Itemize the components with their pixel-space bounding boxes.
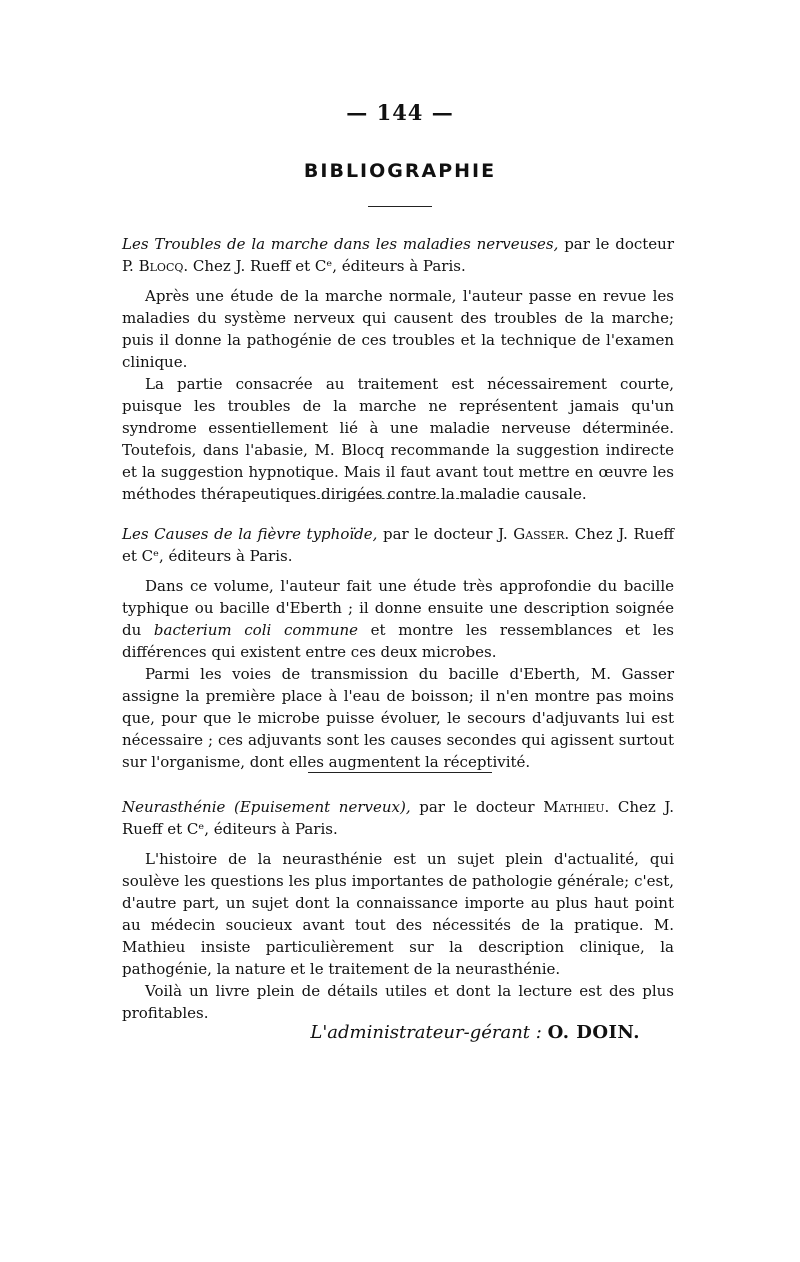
review-paragraph: Après une étude de la marche normale, l'auteur passe en revue les maladies du système nerveux qui causent des troubles de la marche; puis il donne la pathogénie de ces troubles et la technique de l'examen clinique. <box>122 287 674 371</box>
author-name: Mathieu <box>543 798 605 816</box>
signature-name: O. DOIN. <box>547 1022 640 1043</box>
review-entry-2 <box>122 523 674 773</box>
section-divider <box>308 772 492 773</box>
publisher: . Chez J. Rueff et Cᵉ, éditeurs à Paris. <box>183 257 466 275</box>
author-name: Gasser <box>513 525 565 543</box>
reference-line <box>122 233 674 277</box>
review-paragraph: Voilà un livre plein de détails utiles et dont la lecture est des plus profitables. <box>122 982 674 1022</box>
paragraph-text: et montre les ressemblances et les différences qui existent entre ces deux microbes. <box>122 621 674 661</box>
author-prefix: par le docteur <box>410 798 544 816</box>
reference-line <box>122 523 674 567</box>
review-paragraph: La partie consacrée au traitement est nécessairement courte, puisque les troubles de la marche ne représentent jamais qu'un syndrome essentiellement lié à une maladie nerveuse déterminée. Toutefois, dans l'abasie, M. Blocq recommande la suggestion indirecte et la suggestion hypnotique. Mais il faut avant tout mettre en œuvre les méthodes thérapeutiques dirigées contre la maladie causale. <box>122 375 674 503</box>
review-paragraph <box>122 575 674 663</box>
reference-line <box>122 796 674 840</box>
paragraph-text: Dans ce volume, l'auteur fait une étude très approfondie du bacille typhique ou bacille d'Eberth ; il donne ensuite une description soignée du <box>122 577 674 639</box>
title-divider <box>368 206 432 207</box>
review-paragraph: L'histoire de la neurasthénie est un sujet plein d'actualité, qui soulève les questions les plus importantes de pathologie générale; c'est, d'autre part, un sujet dont la connaissance importe au plus haut point au médecin soucieux avant tout des nécessités de la pratique. M. Mathieu insiste particulièrement sur la description clinique, la pathogénie, la nature et le traitement de la neurasthénie. <box>122 850 674 978</box>
author-prefix: par le docteur J. <box>377 525 514 543</box>
review-entry-3 <box>122 796 674 1024</box>
book-title: Neurasthénie (Epuisement nerveux), <box>122 798 411 816</box>
signature <box>0 1022 640 1043</box>
publisher: . Chez J. Rueff et Cᵉ, éditeurs à Paris. <box>122 798 675 838</box>
author-prefix: par le docteur P. <box>122 235 675 275</box>
page-number: — 144 — <box>346 100 454 125</box>
review-paragraph: Parmi les voies de transmission du bacille d'Eberth, M. Gasser assigne la première place à l'eau de boisson; il n'en montre pas moins que, pour que le microbe puisse évoluer, le secours d'adjuvants lui est nécessaire ; ces adjuvants sont les causes secondes qui agissent surtout sur l'organisme, dont elles augmentent la réceptivité. <box>122 665 674 771</box>
book-title: Les Troubles de la marche dans les maladies nerveuses, <box>122 235 559 253</box>
review-entry-1 <box>122 233 674 505</box>
signature-label: L'administrateur-gérant : <box>310 1022 542 1043</box>
publisher: . Chez J. Rueff et Cᵉ, éditeurs à Paris. <box>122 525 674 565</box>
author-name: Blocq <box>138 257 184 275</box>
book-title: Les Causes de la fièvre typhoïde, <box>122 525 378 543</box>
section-divider <box>312 498 484 499</box>
page-title: BIBLIOGRAPHIE <box>303 160 497 182</box>
species-name: bacterium coli commune <box>153 621 359 639</box>
